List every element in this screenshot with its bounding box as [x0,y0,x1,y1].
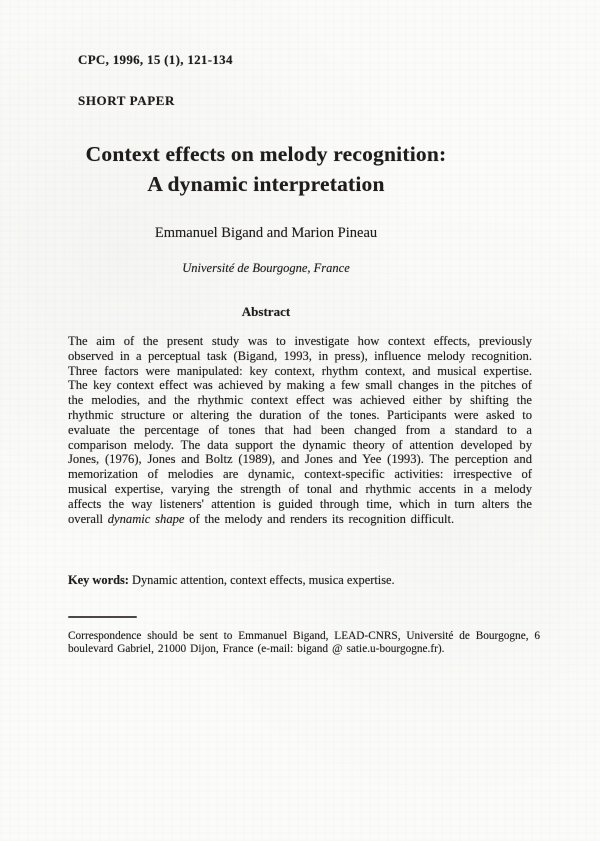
keywords-text: Dynamic attention, context effects, musica expertise. [128,573,395,587]
journal-reference: CPC, 1996, 15 (1), 121-134 [78,52,233,67]
paper-title [0,139,532,199]
affiliation: Université de Bourgogne, France [182,261,350,275]
abstract-italic-phrase: dynamic shape [107,511,185,526]
paper-title-line2: A dynamic interpretation [147,172,385,196]
keywords-label: Key words: [68,573,129,587]
section-label: SHORT PAPER [78,93,176,108]
authors: Emmanuel Bigand and Marion Pineau [154,225,378,241]
paper-title-line1: Context effects on melody recognition: [85,142,447,166]
abstract-heading: Abstract [241,304,291,319]
abstract-text [68,334,532,526]
abstract-part1: The aim of the present study was to investigate how context effects, previously observed in a perceptual task (Bigand, 1993, in press), influence melody recognition. Three factors were manipulated: key context, rhythm context, and musical expertise. The key context effect was achieved by making a few small changes in the pitches of the melodies, and the rhythmic context effect was achieved either by shifting the rhythmic structure or altering the duration of the tones. Participants were asked to evaluate the percentage of tones that had been changed from a standard to a comparison melody. The data support the dynamic theory of attention developed by Jones, (1976), Jones and Boltz (1989), and Jones and Yee (1993). The perception and memorization of melodies are dynamic, context-specific activities: irrespective of musical expertise, varying the strength of tonal and rhythmic accents in a melody affects the way listeners' attention is guided through time, which in turn alters the overall [68,334,532,526]
keywords-line [68,573,534,588]
abstract-part2: of the melody and renders its recognition difficult. [184,511,455,526]
correspondence-note: Correspondence should be sent to Emmanuel Bigand, LEAD-CNRS, Université de Bourgogne, 6 boulevard Gabriel, 21000 Dijon, France (e-mail: bigand @ satie.u-bourgogne.fr). [68,630,540,655]
footnote-divider [68,616,137,618]
